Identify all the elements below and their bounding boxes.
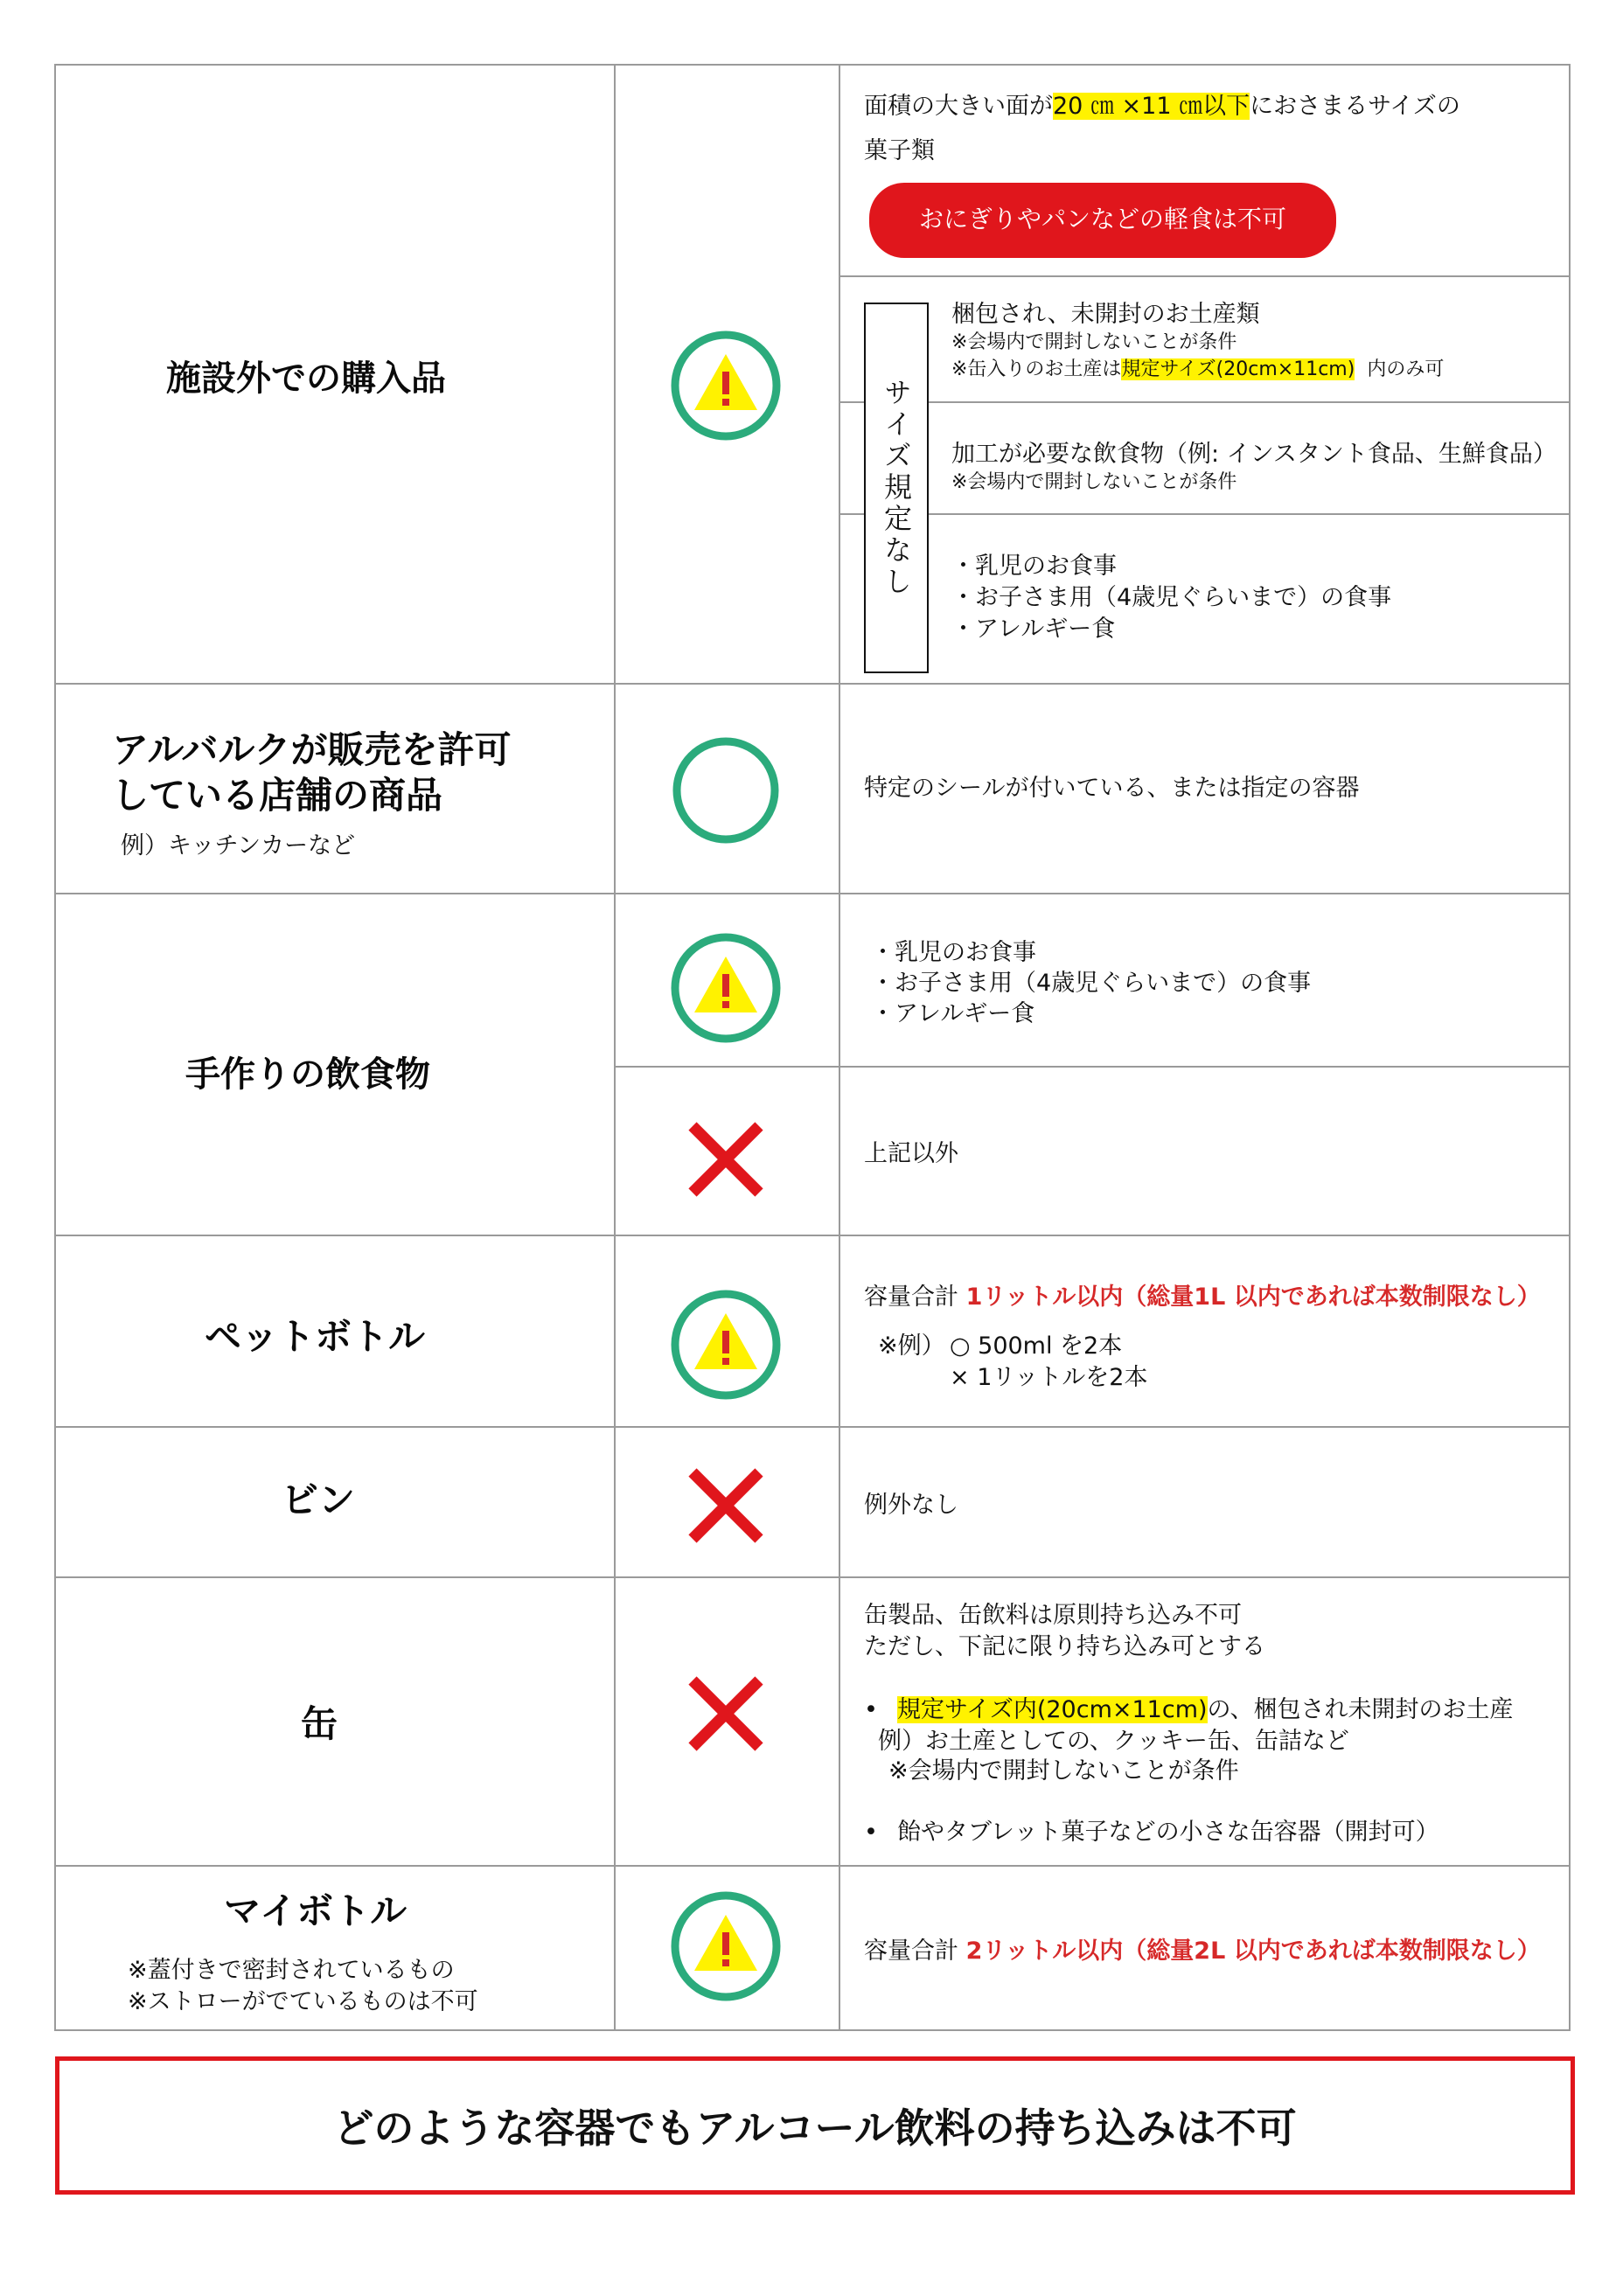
size-rule-line2: 菓子類 [864,137,935,164]
no-size-rule-label: サイズ規定なし [864,303,929,673]
size-rule: 面積の大きい面が20 ㎝ ×11 ㎝以下におさまるサイズの [864,93,1460,120]
processed-food-title: 加工が必要な飲食物（例: インスタント食品、生鮮食品） [951,441,1557,468]
alcohol-prohibited-banner: どのような容器でもアルコール飲料の持ち込みは不可 [55,2056,1575,2195]
can-line1: 缶製品、缶飲料は原則持ち込み不可 [864,1602,1242,1629]
warning-icon [670,1890,782,2002]
can-exception-1: 規定サイズ内(20cm×11cm)の、梱包され未開封のお土産 [897,1696,1514,1723]
can-exception-1-example: 例）お土産としての、クッキー缶、缶詰など [878,1728,1349,1755]
category-homemade: 手作りの飲食物 [185,1054,430,1095]
my-bottle-note2: ※ストローがでているものは不可 [128,1988,478,2015]
warning-icon [670,932,782,1044]
snack-not-allowed-badge: おにぎりやパンなどの軽食は不可 [869,183,1336,258]
cross-icon [686,1119,766,1200]
souvenir-title: 梱包され、未開封のお土産類 [951,301,1260,328]
homemade-allowed-item: ・アレルギー食 [871,1000,1035,1027]
can-exception-2: 飴やタブレット菓子などの小さな缶容器（開封可） [897,1819,1439,1846]
special-food-item: ・アレルギー食 [951,616,1116,643]
can-bullet: • [864,1696,878,1723]
pet-example-1: ○ 500ml を2本 [950,1332,1123,1360]
warning-icon [670,330,782,442]
category-can: 缶 [301,1702,338,1745]
souvenir-note1: ※会場内で開封しないことが条件 [951,331,1237,353]
homemade-allowed-item: ・乳児のお食事 [871,939,1036,966]
cross-icon [686,1465,766,1546]
my-bottle-rule: 容量合計 2リットル以内（総量2L 以内であれば本数制限なし） [864,1938,1541,1965]
homemade-allowed-item: ・お子さま用（4歳児ぐらいまで）の食事 [871,970,1312,997]
category-pet-bottle: ペットボトル [205,1315,426,1358]
category-licensed-line1: アルバルクが販売を許可 [112,728,512,771]
processed-food-note: ※会場内で開封しないことが条件 [951,471,1237,493]
licensed-desc: 特定のシールが付いている、または指定の容器 [864,775,1360,802]
warning-icon [670,1289,782,1401]
circle-ok-icon [670,734,782,846]
can-bullet: • [864,1819,878,1846]
special-food-item: ・乳児のお食事 [951,553,1117,580]
pet-rule: 容量合計 1リットル以内（総量1L 以内であれば本数制限なし） [864,1284,1541,1311]
cross-icon [686,1673,766,1754]
pet-example-label: ※例） [878,1332,945,1360]
special-food-item: ・お子さま用（4歳児ぐらいまで）の食事 [951,584,1392,611]
category-purchased: 施設外での購入品 [166,358,446,399]
licensed-example: 例）キッチンカーなど [121,832,356,859]
can-line2: ただし、下記に限り持ち込み可とする [864,1633,1265,1660]
homemade-denied: 上記以外 [864,1140,958,1167]
souvenir-note2: ※缶入りのお土産は規定サイズ(20cm×11cm) 内のみ可 [951,358,1445,380]
my-bottle-note1: ※蓋付きで密封されているもの [128,1957,455,1984]
category-licensed-line2: している店舗の商品 [112,774,443,817]
category-my-bottle: マイボトル [224,1889,407,1932]
pet-example-2: × 1リットルを2本 [950,1364,1148,1391]
glass-bottle-desc: 例外なし [864,1492,958,1519]
category-glass-bottle: ビン [282,1478,356,1521]
can-exception-1-note: ※会場内で開封しないことが条件 [888,1757,1239,1785]
